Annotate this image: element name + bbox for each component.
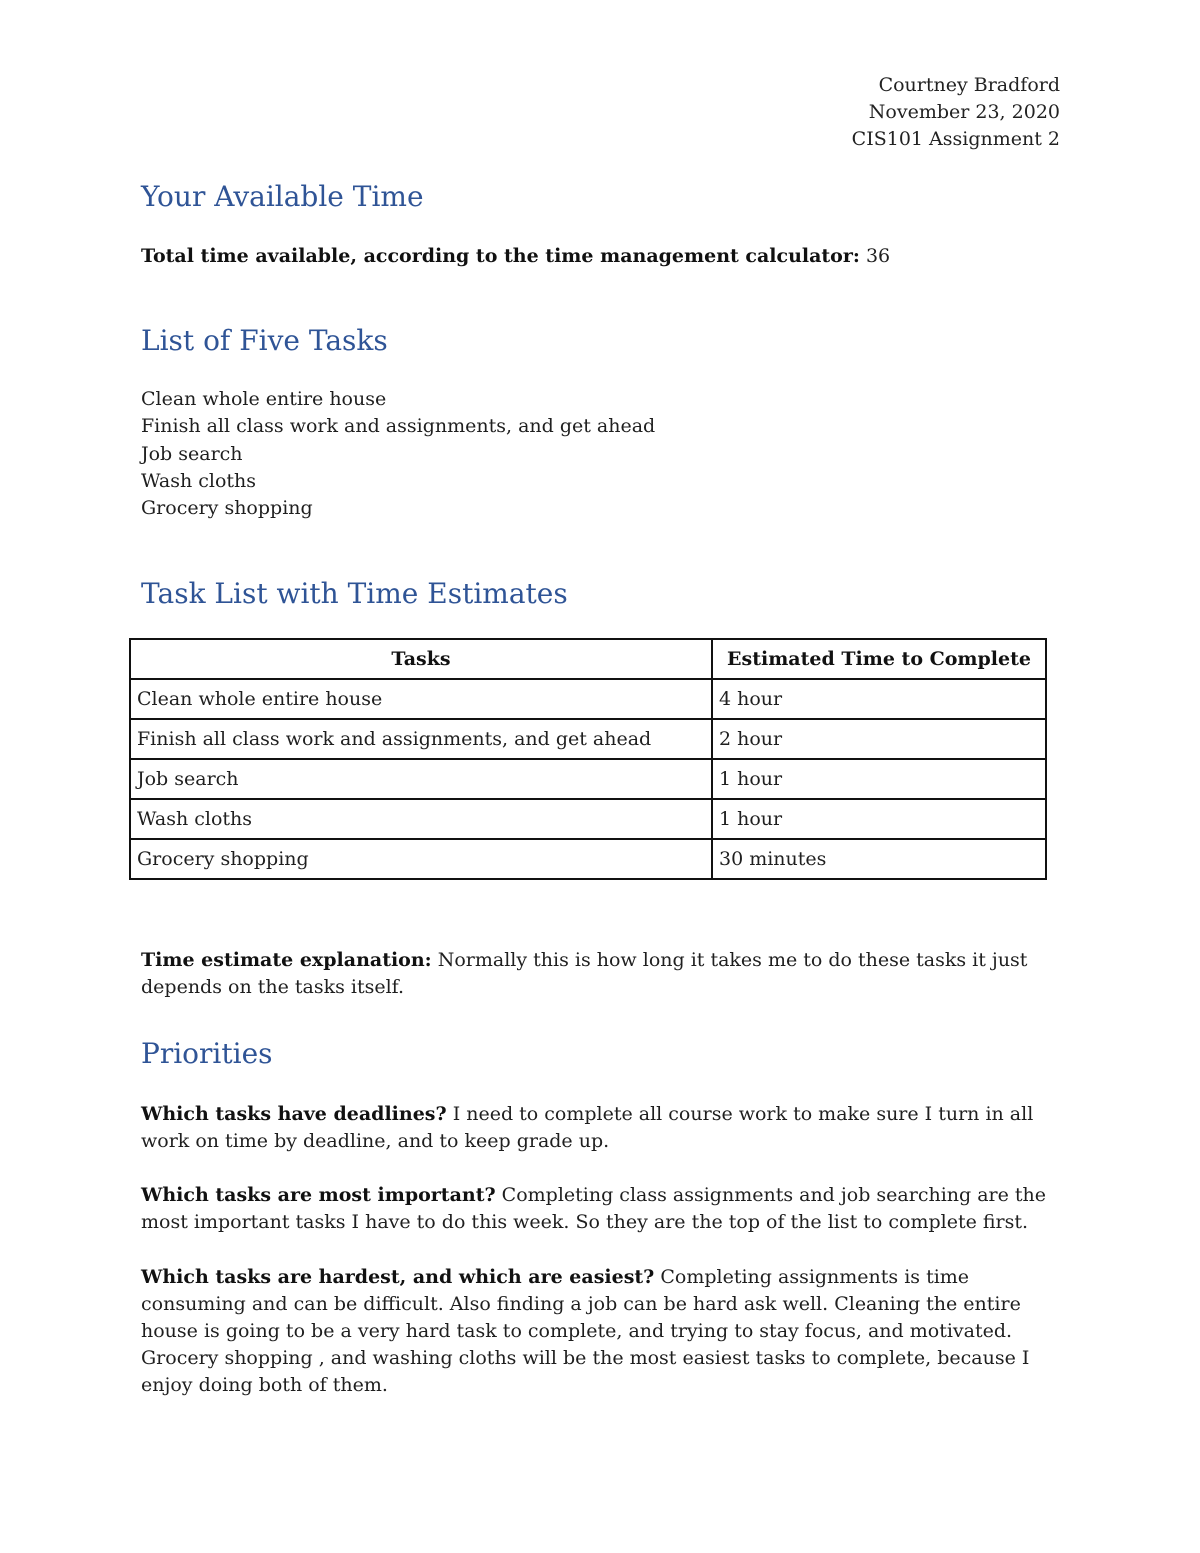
column-header-tasks: Tasks [130, 639, 712, 679]
column-header-estimate: Estimated Time to Complete [712, 639, 1046, 679]
available-time-heading: Your Available Time [141, 180, 424, 213]
priorities-heading: Priorities [141, 1037, 273, 1070]
list-item: Finish all class work and assignments, and get ahead [141, 415, 656, 438]
task-cell: Grocery shopping [130, 839, 712, 879]
list-item: Grocery shopping [141, 497, 313, 520]
estimate-cell: 30 minutes [712, 839, 1046, 879]
estimate-cell: 2 hour [712, 719, 1046, 759]
course-assignment: CIS101 Assignment 2 [851, 128, 1060, 150]
explanation-label: Time estimate explanation: [141, 949, 432, 971]
table-row [130, 719, 1046, 759]
estimate-cell: 1 hour [712, 759, 1046, 799]
five-tasks-list [141, 386, 655, 522]
hardest-paragraph [141, 1264, 1061, 1399]
task-cell: Clean whole entire house [130, 679, 712, 719]
list-item: Job search [141, 442, 243, 465]
deadlines-text: I need to complete all course work to make sure I turn in all work on time by deadline, and to keep grade up. [141, 1103, 1034, 1152]
five-tasks-heading: List of Five Tasks [141, 324, 388, 357]
available-time-value: 36 [865, 245, 891, 267]
table-row [130, 799, 1046, 839]
task-cell: Wash cloths [130, 799, 712, 839]
deadlines-paragraph [141, 1101, 1061, 1155]
submission-date: November 23, 2020 [868, 101, 1060, 123]
deadlines-label: Which tasks have deadlines? [141, 1103, 447, 1125]
list-item: Clean whole entire house [141, 388, 387, 410]
estimates-heading: Task List with Time Estimates [141, 577, 568, 610]
hardest-text: Completing assignments is time consuming and can be difficult. Also finding a job can be hard ask well. Cleaning the entire house is going to be a very hard task to complete, and trying to stay focus, and motivated. Grocery shopping , and washing cloths will be the most easiest tasks to complete, because I enjoy doing both of them. [141, 1266, 1030, 1396]
table-row [130, 839, 1046, 879]
available-time-label: Total time available, according to the time management calculator: [141, 245, 860, 267]
list-item: Wash cloths [141, 469, 257, 492]
explanation-text: Normally this is how long it takes me to do these tasks it just depends on the tasks itself. [141, 949, 1028, 998]
important-paragraph [141, 1182, 1061, 1236]
estimate-cell: 4 hour [712, 679, 1046, 719]
time-estimate-explanation [141, 947, 1061, 1001]
important-label: Which tasks are most important? [141, 1184, 496, 1206]
time-estimates-table [129, 638, 1047, 880]
table-row [130, 679, 1046, 719]
author-header [852, 72, 1060, 153]
table-row [130, 759, 1046, 799]
estimate-cell: 1 hour [712, 799, 1046, 839]
important-text: Completing class assignments and job searching are the most important tasks I have to do this week. So they are the top of the list to complete first. [141, 1184, 1047, 1233]
task-cell: Finish all class work and assignments, and get ahead [130, 719, 712, 759]
task-cell: Job search [130, 759, 712, 799]
available-time-line [141, 243, 1061, 270]
author-name: Courtney Bradford [878, 74, 1060, 96]
table-header-row [130, 639, 1046, 679]
hardest-label: Which tasks are hardest, and which are easiest? [141, 1266, 655, 1288]
